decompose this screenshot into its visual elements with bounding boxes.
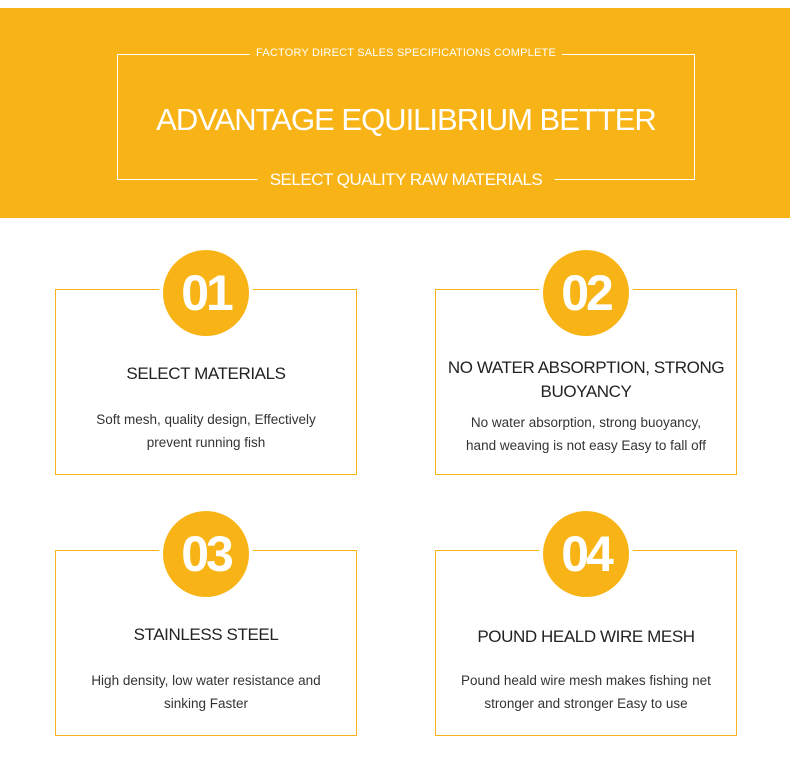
number-badge: 01 — [159, 246, 253, 340]
card-description-line: hand weaving is not easy Easy to fall off — [466, 438, 706, 453]
banner-bottom-label: SELECT QUALITY RAW MATERIALS — [258, 170, 555, 190]
card-description — [444, 669, 728, 715]
card-title: SELECT MATERIALS — [126, 364, 286, 383]
number-badge: 03 — [159, 507, 253, 601]
card-title: POUND HEALD WIRE MESH — [477, 627, 695, 646]
card-description-line: prevent running fish — [146, 435, 266, 450]
card-title-line: NO WATER ABSORPTION, STRONG — [447, 358, 725, 377]
card-description — [444, 411, 728, 457]
card-description-line: Soft mesh, quality design, Effectively — [96, 412, 316, 427]
number-badge: 04 — [539, 507, 633, 601]
number-badge: 02 — [539, 246, 633, 340]
feature-card-4 — [435, 526, 737, 736]
card-description-line: stronger and stronger Easy to use — [484, 696, 688, 711]
card-title — [436, 356, 736, 404]
card-description — [64, 669, 348, 715]
card-description-line: sinking Faster — [163, 696, 249, 711]
header-banner — [0, 8, 790, 218]
header-frame — [117, 47, 695, 189]
card-title-line: BUOYANCY — [540, 382, 632, 401]
feature-card-1 — [55, 265, 357, 475]
banner-title: ADVANTAGE EQUILIBRIUM BETTER — [156, 102, 656, 137]
card-description-line: Pound heald wire mesh makes fishing net — [461, 673, 711, 688]
card-description-line: No water absorption, strong buoyancy, — [470, 415, 702, 430]
banner-top-label: FACTORY DIRECT SALES SPECIFICATIONS COMPLETE — [250, 47, 562, 59]
feature-card-2 — [435, 265, 737, 475]
feature-card-3 — [55, 526, 357, 736]
card-description-line: High density, low water resistance and — [91, 673, 321, 688]
card-title: STAINLESS STEEL — [133, 625, 279, 644]
card-description — [64, 408, 348, 454]
